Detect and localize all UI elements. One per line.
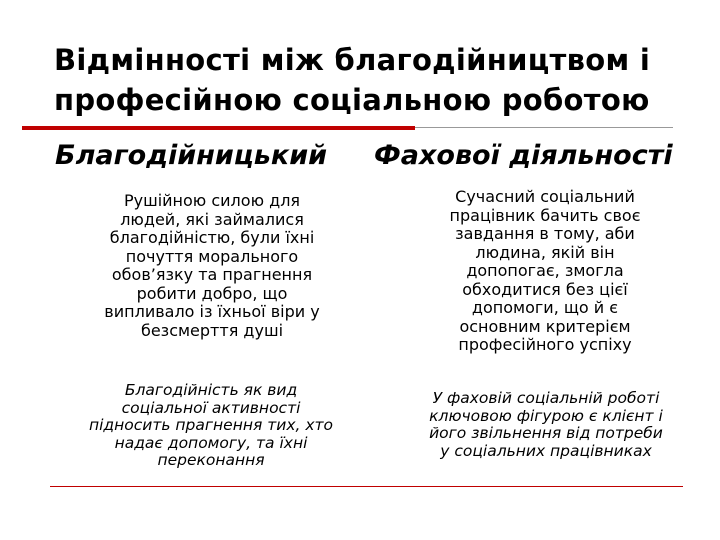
row-2-right-cell — [396, 390, 696, 460]
cell-line: Рушійною силою для — [123, 191, 301, 210]
cell-line: соціальної активності — [121, 398, 301, 417]
cell-line: почуття морального — [125, 246, 299, 266]
cell-line: у соціальних працівниках — [440, 441, 652, 460]
cell-line: людей, які займалися — [120, 209, 304, 229]
cell-line: Благодійність як вид — [124, 381, 298, 399]
cell-line: випливало із їхньої віри у — [104, 302, 320, 321]
cell-line: допопогає, змогла — [466, 261, 624, 280]
bottom-rule — [50, 486, 683, 487]
cell-line: надає допомогу, та їхні — [114, 433, 308, 452]
right-column-header: Фахової діяльності — [374, 140, 673, 171]
cell-line: Сучасний соціальний — [455, 187, 635, 206]
title-accent-rule — [22, 126, 415, 130]
cell-line: основним критерієм — [459, 316, 631, 336]
title-thin-rule — [415, 127, 673, 128]
cell-line: допомоги, що й є — [471, 298, 619, 317]
cell-line: його звільнення від потреби — [429, 424, 663, 442]
slide-title — [54, 40, 694, 120]
cell-line: людина, якій він — [475, 242, 615, 262]
cell-line: професійного успіху — [458, 335, 632, 354]
row-2-left-cell — [56, 382, 366, 470]
cell-line: завдання в тому, аби — [455, 224, 635, 243]
cell-line: У фаховій соціальній роботі — [432, 389, 660, 407]
cell-line: безсмерття душі — [140, 320, 284, 340]
cell-line: ключовою фігурою є клієнт і — [429, 406, 663, 425]
cell-line: переконання — [157, 451, 265, 469]
cell-line: благодійністю, були їхні — [109, 228, 315, 247]
slide-title-line: Відмінності між благодійництвом і — [54, 43, 651, 77]
left-column-header: Благодійницький — [55, 140, 328, 171]
cell-line: робити добро, що — [136, 283, 288, 303]
row-1-left-cell — [62, 192, 362, 340]
cell-line: обов’язку та прагнення — [111, 265, 313, 284]
slide-title-line: професійною соціальною роботою — [54, 83, 650, 117]
row-1-right-cell — [395, 188, 695, 355]
cell-line: обходитися без цієї — [462, 279, 628, 299]
cell-line: працівник бачить своє — [449, 205, 641, 225]
cell-line: підносить прагнення тих, хто — [88, 416, 334, 434]
